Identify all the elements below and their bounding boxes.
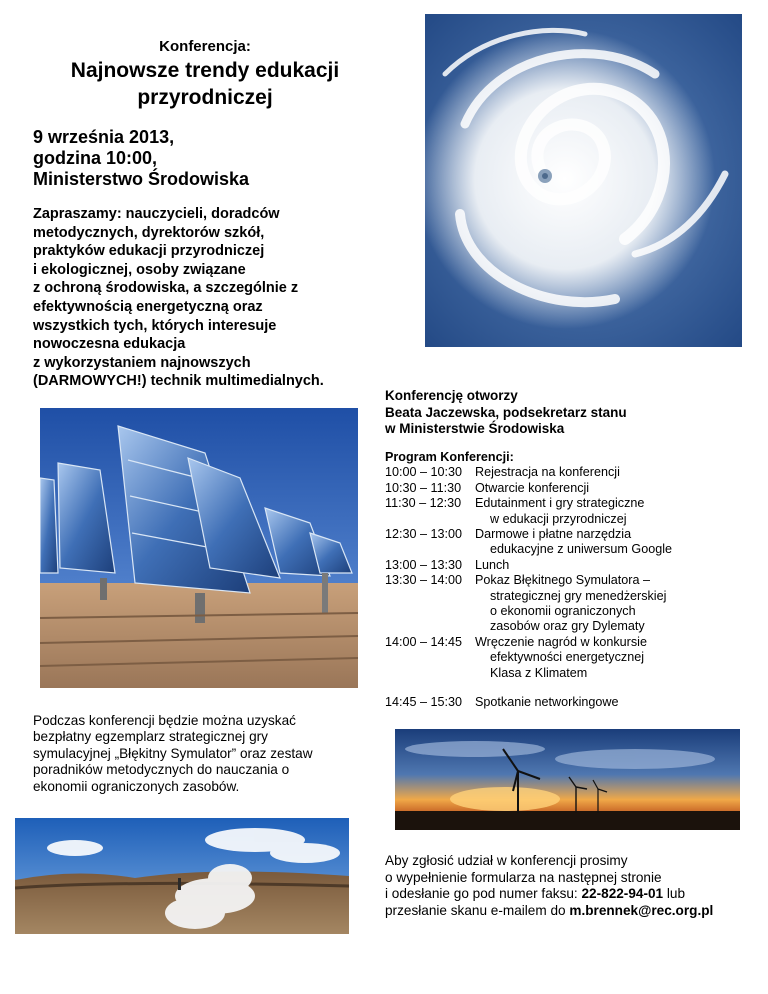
- conference-kicker: Konferencja:: [159, 38, 251, 55]
- program-desc: efektywności energetycznej: [490, 650, 645, 665]
- email-address[interactable]: m.brennek@rec.org.pl: [569, 902, 714, 918]
- date-time-location: [33, 127, 249, 190]
- program-time: 10:00 – 10:30: [385, 465, 463, 480]
- opening-line: Konferencję otworzy: [385, 388, 518, 403]
- registration-line: o wypełnienie formularza na następnej stronie: [385, 869, 662, 885]
- program-desc: w edukacji przyrodniczej: [490, 511, 627, 526]
- time-line: godzina 10:00,: [33, 148, 158, 168]
- fax-suffix: lub: [663, 886, 686, 902]
- program-desc: Spotkanie networkingowe: [475, 695, 619, 710]
- invitation-line: praktyków edukacji przyrodniczej: [33, 243, 265, 260]
- invitation-line: i ekologicznej, osoby związane: [33, 261, 246, 278]
- invitation-line: metodycznych, dyrektorów szkół,: [33, 224, 265, 241]
- email-prefix: przesłanie skanu e-mailem do: [385, 902, 570, 918]
- wind-turbines-photo: [395, 729, 740, 830]
- invitation-line: wszystkich tych, których interesuje: [33, 317, 277, 334]
- invitation-line: efektywnością energetyczną oraz: [33, 298, 263, 315]
- opening-line: w Ministerstwie Środowiska: [385, 421, 565, 436]
- program-item: [385, 573, 760, 635]
- giveaway-line: symulacyjnej „Błękitny Symulator” oraz zestaw: [33, 745, 313, 761]
- opening-line: Beata Jaczewska, podsekretarz stanu: [385, 404, 627, 420]
- fax-number: 22-822-94-01: [581, 886, 664, 902]
- program-desc: zasobów oraz gry Dylematy: [490, 619, 645, 634]
- invitation-line: (DARMOWYCH!) technik multimedialnych.: [33, 373, 324, 390]
- program-time: 14:45 – 15:30: [385, 695, 463, 710]
- program-time: 11:30 – 12:30: [385, 496, 462, 511]
- program-desc: Rejestracja na konferencji: [475, 465, 620, 480]
- invitation-line: z wykorzystaniem najnowszych: [33, 354, 251, 371]
- giveaway-text: [33, 713, 313, 795]
- fax-prefix: i odesłanie go pod numer faksu:: [385, 886, 582, 902]
- program-desc: Klasa z Klimatem: [490, 665, 588, 680]
- program-time: 13:30 – 14:00: [385, 573, 463, 588]
- program-item: [385, 695, 760, 710]
- registration-info: [385, 853, 713, 919]
- program-heading: Program Konferencji:: [385, 450, 514, 464]
- program-time: 10:30 – 11:30: [385, 480, 462, 495]
- date-line: 9 września 2013,: [33, 127, 175, 147]
- program-item: [385, 481, 760, 496]
- program-item: [385, 635, 760, 681]
- solar-panels-photo: [40, 408, 358, 688]
- registration-line: Aby zgłosić udział w konferencji prosimy: [385, 853, 628, 868]
- program-time: 14:00 – 14:45: [385, 634, 463, 649]
- opening-speaker: [385, 388, 627, 438]
- program-time: 13:00 – 13:30: [385, 557, 463, 572]
- program-desc: Pokaz Błękitnego Symulatora –: [475, 573, 651, 588]
- program-desc: o ekonomii ograniczonych: [490, 604, 636, 619]
- program-desc: Edutainment i gry strategiczne: [475, 496, 645, 511]
- program-section: [385, 450, 760, 711]
- invitation-text: [33, 205, 324, 391]
- invitation-line: Zapraszamy: nauczycieli, doradców: [33, 206, 280, 222]
- giveaway-line: ekonomii ograniczonych zasobów.: [33, 778, 240, 794]
- program-time: 12:30 – 13:00: [385, 527, 463, 542]
- registration-line: [385, 886, 713, 903]
- giveaway-line: bezpłatny egzemplarz strategicznej gry: [33, 729, 268, 745]
- program-desc: Wręczenie nagród w konkursie: [475, 634, 647, 649]
- conference-title-line: przyrodniczej: [137, 86, 273, 109]
- giveaway-line: Podczas konferencji będzie można uzyskać: [33, 713, 296, 728]
- invitation-line: z ochroną środowiska, a szczególnie z: [33, 280, 299, 297]
- conference-title-line: Najnowsze trendy edukacji: [70, 59, 340, 82]
- program-item: [385, 558, 760, 573]
- giveaway-line: poradników metodycznych do nauczania o: [33, 762, 290, 778]
- program-desc: Lunch: [475, 557, 510, 572]
- program-desc: strategicznej gry menedżerskiej: [490, 588, 667, 603]
- program-item: [385, 527, 760, 558]
- location-line: Ministerstwo Środowiska: [33, 169, 250, 189]
- program-desc: Darmowe i płatne narzędzia: [475, 527, 632, 542]
- conference-title: [0, 57, 410, 111]
- geothermal-landscape-photo: [15, 818, 349, 934]
- program-desc: edukacyjne z uniwersum Google: [490, 542, 673, 557]
- registration-line: [385, 903, 713, 920]
- program-item: [385, 465, 760, 480]
- program-item: [385, 496, 760, 527]
- hurricane-photo: [425, 14, 742, 347]
- invitation-line: nowoczesna edukacja: [33, 336, 186, 353]
- program-desc: Otwarcie konferencji: [475, 480, 590, 495]
